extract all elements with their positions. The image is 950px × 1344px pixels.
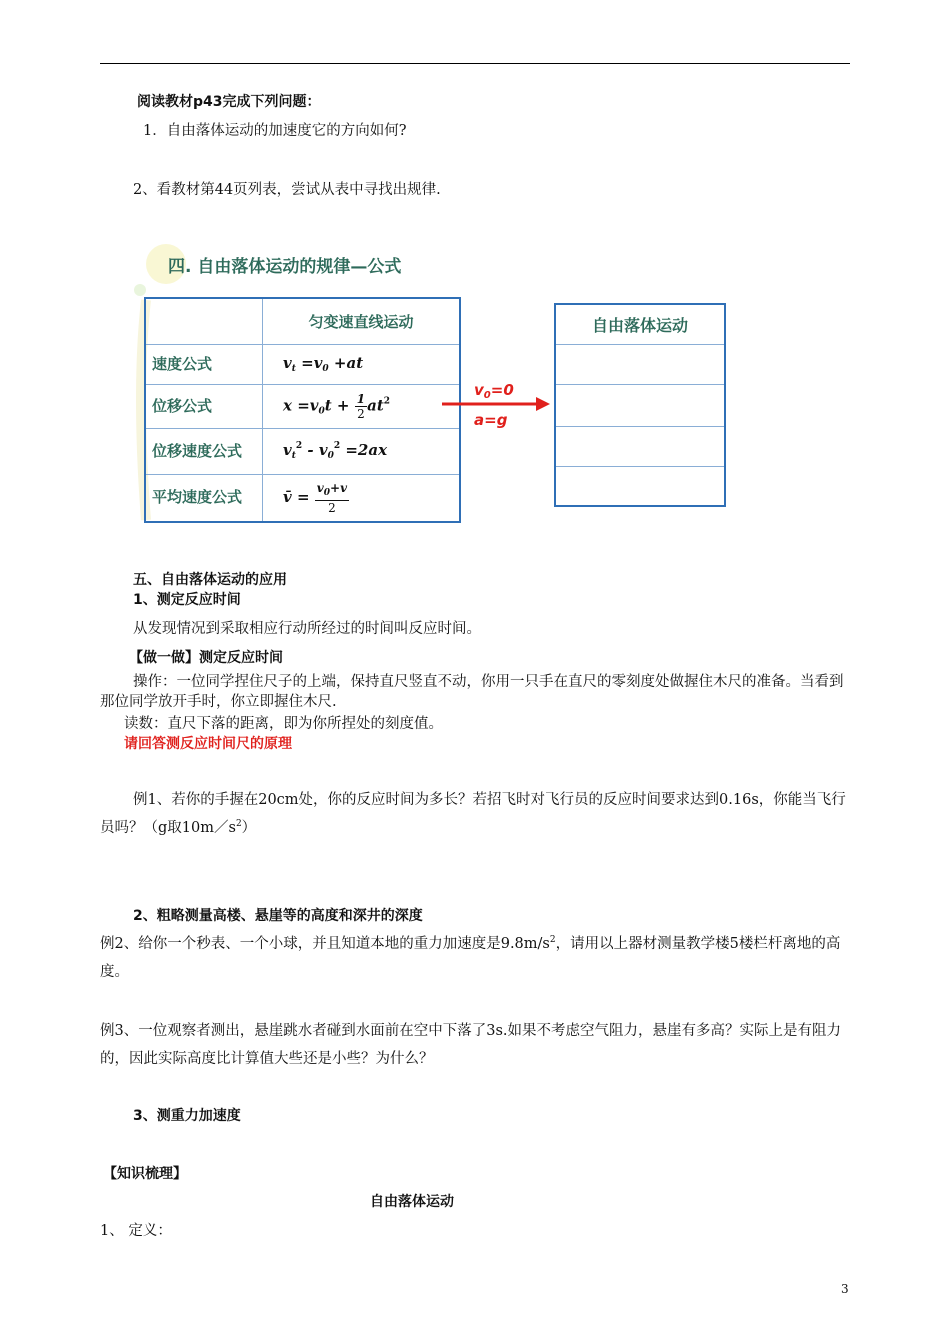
formula-average-velocity: v̄ = $\frac{v_0+v}{2}$ — [263, 474, 461, 522]
doit-title: 【做一做】测定反应时间 — [129, 650, 283, 666]
example-1: 例1、若你的手握在20cm处，你的反应时间为多长？若招飞时对飞行员的反应时间要求达到0.16s，你能当飞行员吗？（g取$10m/s^2$） — [100, 792, 846, 836]
row-label-displacement: 位移公式 — [145, 384, 263, 428]
example-3: 例3、一位观察者测出，悬崖跳水者碰到水面前在空中下落了3s.如果不考虑空气阻力，悬崖有多高？实际上是有阻力的，因此实际高度比计算值大些还是小些？为什么？ — [100, 1023, 841, 1067]
arrow-label-v0: $v_0=0$ — [474, 381, 514, 401]
example-2: 例2、给你一个秒表、一个小球，并且知道本地的重力加速度是$9.8m/s^2$，请用以上器材测量教学楼5楼栏杆离地的高度。 — [100, 935, 841, 980]
right-table-header: 自由落体运动 — [555, 304, 725, 344]
free-fall-table — [554, 303, 726, 507]
page-number: 3 — [841, 1282, 849, 1296]
s2-title: 2、粗略测量高楼、悬崖等的高度和深井的深度 — [133, 908, 423, 924]
s1-title: 1、测定反应时间 — [133, 592, 241, 608]
reading-task: 阅读教材p43完成下列问题： — [137, 94, 321, 110]
question-2: 2、看教材第44页列表，尝试从表中寻找出规律. — [133, 182, 441, 198]
section5-title: 五、自由落体运动的应用 — [133, 572, 287, 588]
knowledge-title: 【知识梳理】 — [103, 1166, 187, 1182]
free-fall-cell-displacement-velocity — [555, 426, 725, 466]
fraction-half: $\frac{1}{2}$ — [356, 391, 366, 421]
figure-title: 四. 自由落体运动的规律—公式 — [168, 257, 402, 277]
arrow-label-ag: a=g — [474, 411, 508, 429]
reading-text: 读数：直尺下落的距离，即为你所捏处的刻度值。 — [124, 716, 443, 732]
s1-definition: 从发现情况到采取相应行动所经过的时间叫反应时间。 — [133, 621, 481, 637]
fraction-average: $\frac{v_0+v}{2}$ — [316, 480, 348, 515]
table-corner-cell — [145, 298, 263, 344]
free-fall-cell-velocity — [555, 344, 725, 384]
s3-title: 3、测重力加速度 — [133, 1108, 241, 1124]
operation-text: 操作：一位同学捏住尺子的上端，保持直尺竖直不动，你用一只手在直尺的零刻度处做握住木尺的准备。当看到那位同学放开手时，你立即握住木尺. — [100, 674, 844, 710]
formula-figure — [130, 240, 730, 540]
center-title: 自由落体运动 — [370, 1194, 454, 1210]
free-fall-cell-displacement — [555, 384, 725, 426]
question-1: 1．自由落体运动的加速度它的方向如何? — [143, 123, 407, 139]
uniform-acceleration-table — [144, 297, 461, 523]
red-prompt: 请回答测反应时间尺的原理 — [124, 736, 292, 752]
left-table-header: 匀变速直线运动 — [263, 298, 461, 344]
formula-displacement: $x =v_0t$ + $\frac{1}{2}$ $at^2$ — [263, 384, 461, 428]
row-label-average-velocity: 平均速度公式 — [145, 474, 263, 522]
free-fall-cell-average-velocity — [555, 466, 725, 506]
formula-displacement-velocity: $v_t^2 - v_0^2 =2ax$ — [263, 428, 461, 474]
definition-item: 1、 定义： — [100, 1223, 172, 1239]
header-rule — [100, 63, 850, 64]
row-label-displacement-velocity: 位移速度公式 — [145, 428, 263, 474]
row-label-velocity: 速度公式 — [145, 344, 263, 384]
formula-velocity: $v_t =v_0 +at$ — [263, 344, 461, 384]
